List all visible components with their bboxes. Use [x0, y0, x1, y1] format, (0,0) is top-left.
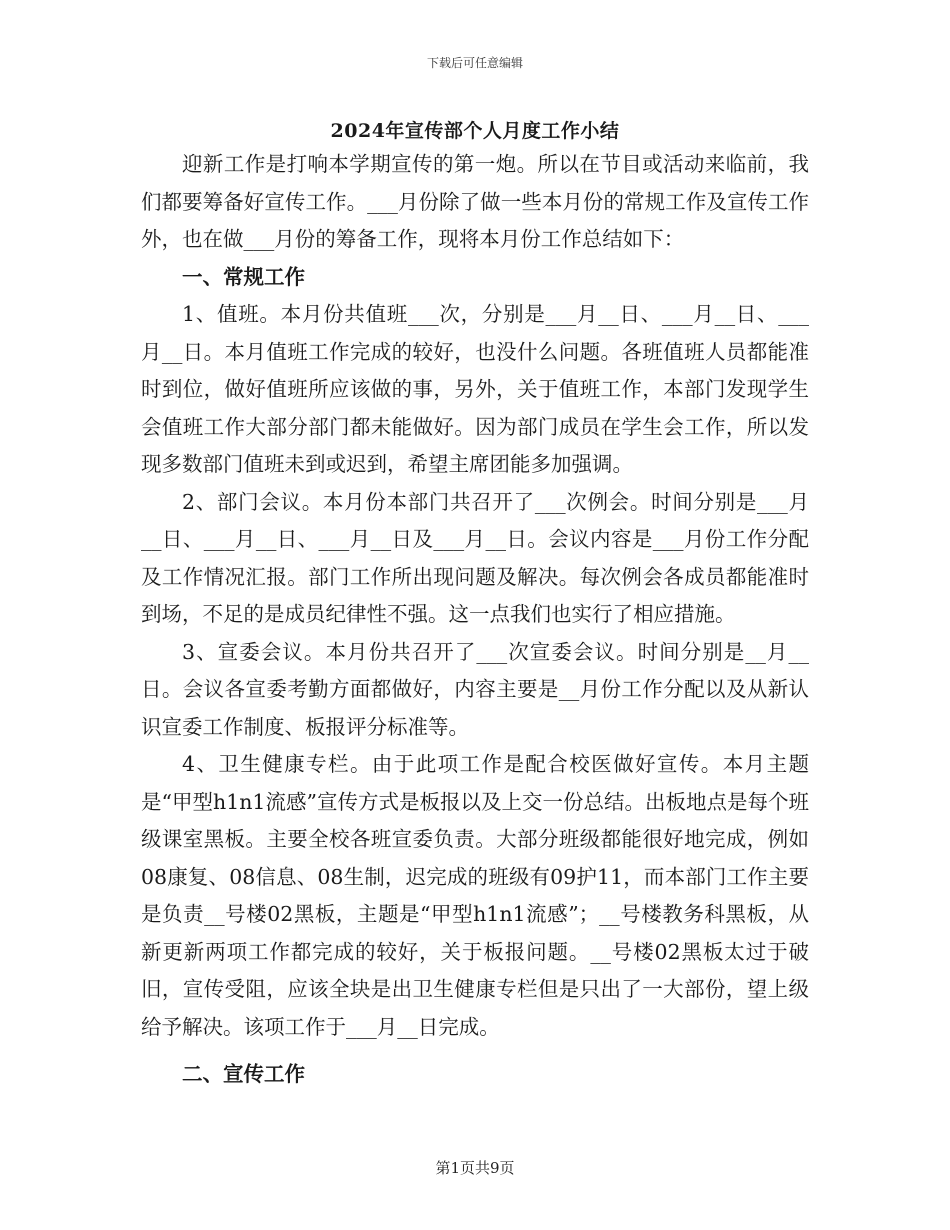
header-note: 下载后可任意编辑	[426, 56, 523, 70]
page-footer: 第1页共9页	[435, 1159, 515, 1177]
document-title: 2024年宣传部个人月度工作小结	[330, 120, 620, 142]
paragraph-duty: 1、值班。本月份共值班___次，分别是___月__日、___月__日、___月__日。本月值班工作完成的较好，也没什么问题。各班值班人员都能准时到位，做好值班所应该做的事，另外，关于值班工作，本部门发现学生会值班工作大部分部门都未能做好。因为部门成员在学生会工作，所以发现多数部门值班未到或迟到，希望主席团能多加强调。	[141, 302, 809, 476]
intro-paragraph: 迎新工作是打响本学期宣传的第一炮。所以在节目或活动来临前，我们都要筹备好宣传工作。___月份除了做一些本月份的常规工作及宣传工作外，也在做___月份的筹备工作，现将本月份工作总结如下：	[141, 152, 809, 251]
section-heading-routine: 一、常规工作	[182, 264, 305, 289]
document-body	[141, 146, 809, 1094]
section-heading-publicity: 二、宣传工作	[182, 1062, 305, 1086]
paragraph-dept-meeting: 2、部门会议。本月份本部门共召开了___次例会。时间分别是___月__日、___月__日、___月__日及___月__日。会议内容是___月份工作分配及工作情况汇报。部门工作所出现问题及解决。每次例会各成员都能准时到场，不足的是成员纪律性不强。这一点我们也实行了相应措施。	[141, 489, 809, 626]
paragraph-publicity-meeting: 3、宣委会议。本月份共召开了___次宣委会议。时间分别是__月__日。会议各宣委考勤方面都做好，内容主要是__月份工作分配以及从新认识宣委工作制度、板报评分标准等。	[141, 639, 809, 739]
paragraph-health-column: 4、卫生健康专栏。由于此项工作是配合校医做好宣传。本月主题是“甲型h1n1流感”宣传方式是板报以及上交一份总结。出板地点是每个班级课室黑板。主要全校各班宣委负责。大部分班级都能很好地完成，例如08康复、08信息、08生制，迟完成的班级有09护11，而本部门工作主要是负责__号楼02黑板，主题是“甲型h1n1流感”；__号楼教务科黑板，从新更新两项工作都完成的较好，关于板报问题。__号楼02黑板太过于破旧，宣传受阻，应该全块是出卫生健康专栏但是只出了一大部份，望上级给予解决。该项工作于___月__日完成。	[141, 752, 809, 1039]
